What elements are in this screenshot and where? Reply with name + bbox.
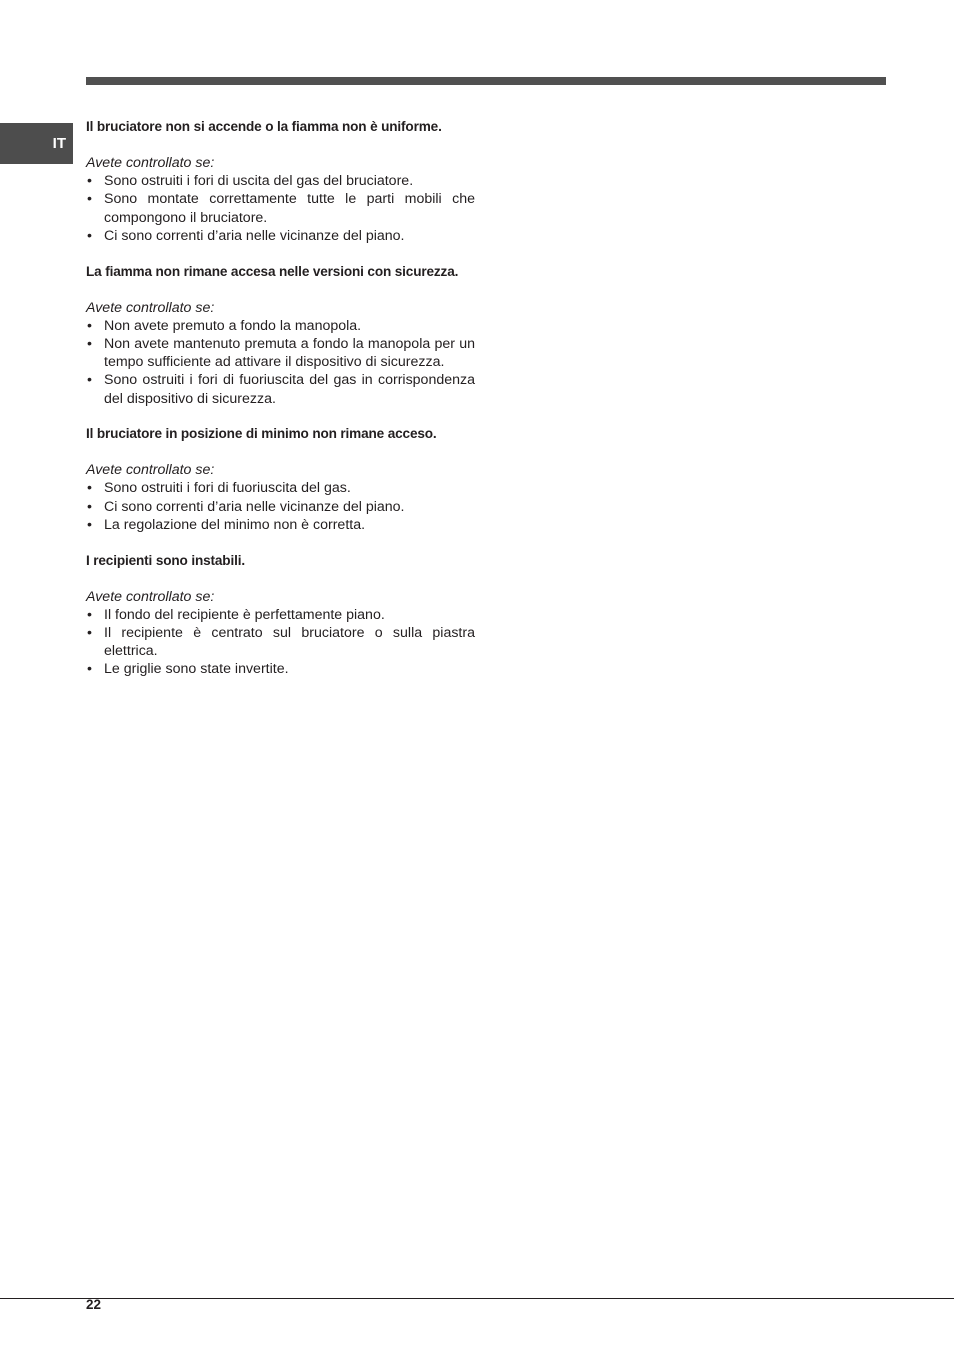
list-item: • Sono ostruiti i fori di fuoriuscita del gas in corrispondenza del dispositivo di sicurezza. [86,371,475,407]
section-title: Il bruciatore in posizione di minimo non rimane acceso. [86,426,437,442]
section-burner-not-lighting [86,118,475,245]
section-unstable-cookware [86,552,475,679]
list-item: • Sono ostruiti i fori di fuoriuscita del gas. [86,479,475,497]
section-intro: Avete controllato se: [86,462,215,479]
check-list [86,606,475,679]
language-tab: IT [0,123,73,164]
section-minimum-not-staying-lit [86,425,475,534]
list-item: • Non avete mantenuto premuta a fondo la manopola per un tempo sufficiente ad attivare il dispositivo di sicurezza. [86,335,475,371]
list-item: • La regolazione del minimo non è corretta. [86,516,475,534]
section-intro: Avete controllato se: [86,155,215,171]
list-item: • Non avete premuto a fondo la manopola. [86,317,475,335]
check-list [86,172,475,245]
check-list [86,479,475,534]
page-number: 22 [86,1297,102,1312]
section-intro: Avete controllato se: [86,299,215,316]
section-title: Il bruciatore non si accende o la fiamma non è uniforme. [86,119,442,134]
list-item: • Sono montate correttamente tutte le parti mobili che compongono il bruciatore. [86,190,475,226]
section-intro: Avete controllato se: [86,588,215,605]
section-flame-not-staying-lit [86,263,475,408]
list-item: • Il fondo del recipiente è perfettamente piano. [86,606,475,624]
troubleshooting-content [86,118,475,696]
list-item: • Ci sono correnti d’aria nelle vicinanze del piano. [86,227,475,245]
check-list [86,317,475,408]
list-item: • Ci sono correnti d’aria nelle vicinanze del piano. [86,498,475,516]
list-item: • Il recipiente è centrato sul bruciatore o sulla piastra elettrica. [86,624,475,660]
footer-rule [0,1298,954,1299]
header-rule [86,77,886,85]
section-title: I recipienti sono instabili. [86,552,245,568]
list-item: • Le griglie sono state invertite. [86,660,475,678]
section-title: La fiamma non rimane accesa nelle versioni con sicurezza. [86,263,459,279]
list-item: • Sono ostruiti i fori di uscita del gas del bruciatore. [86,172,475,190]
